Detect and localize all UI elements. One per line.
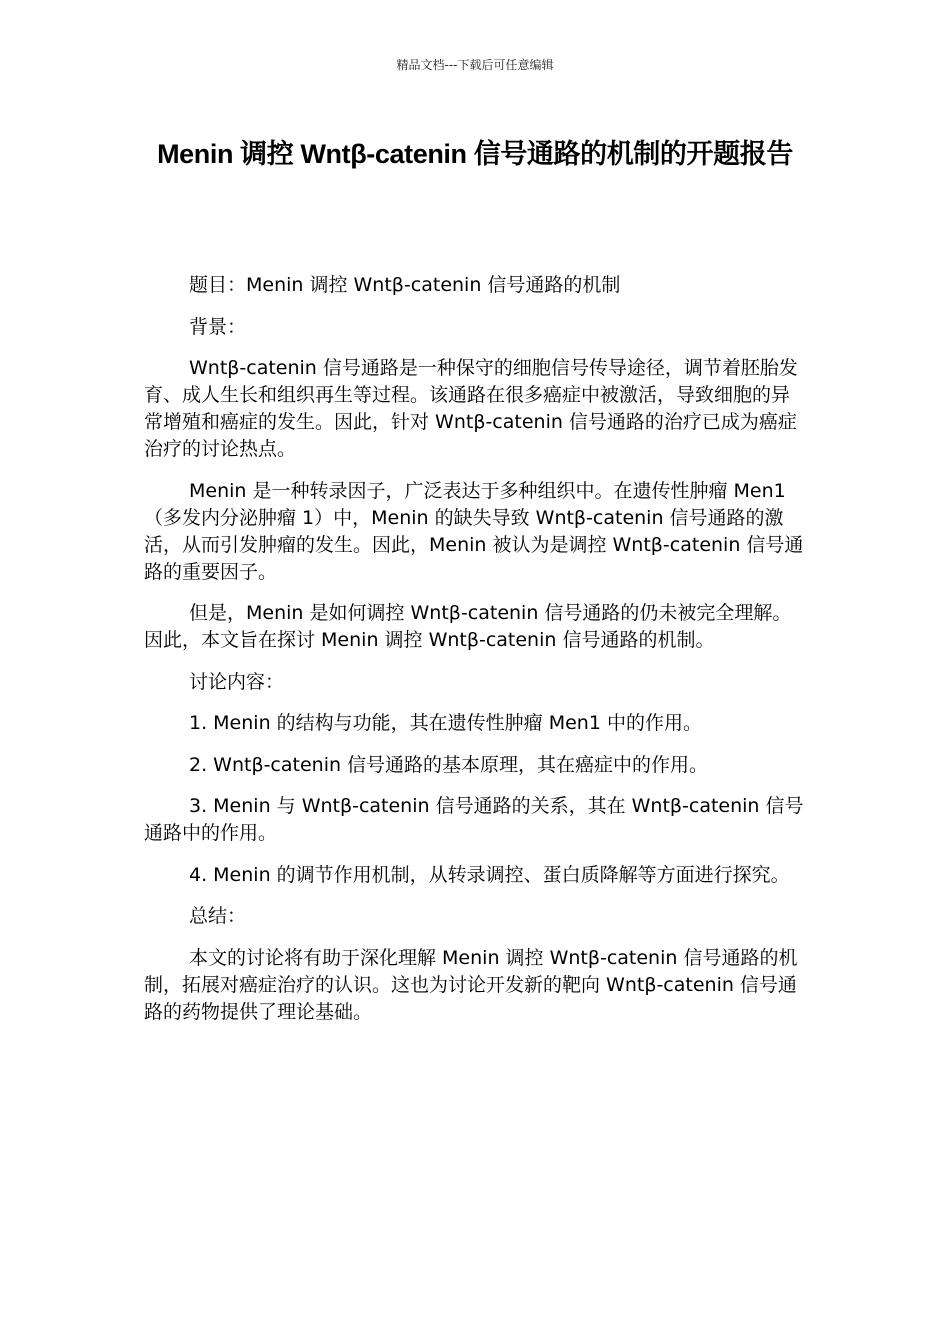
paragraph-topic: 题目：Menin 调控 Wntβ-catenin 信号通路的机制 — [189, 274, 621, 296]
paragraph-aim: 但是，Menin 是如何调控 Wntβ-catenin 信号通路的仍未被完全理解。因此，本文旨在探讨 Menin 调控 Wntβ-catenin 信号通路的机制。 — [144, 602, 792, 651]
document-body — [144, 272, 808, 1040]
list-item-4: 4. Menin 的调节作用机制，从转录调控、蛋白质降解等方面进行探究。 — [189, 863, 790, 886]
paragraph-background-menin: Menin 是一种转录因子，广泛表达于多种组织中。在遗传性肿瘤 Men1（多发内分泌肿瘤 1）中，Menin 的缺失导致 Wntβ-catenin 信号通路的激活，从而引发肿瘤的发生。因此，Menin 被认为是调控 Wntβ-catenin 信号通路的重要因子。 — [144, 479, 804, 583]
paragraph-summary: 本文的讨论将有助于深化理解 Menin 调控 Wntβ-catenin 信号通路的机制，拓展对癌症治疗的认识。这也为讨论开发新的靶向 Wntβ-catenin 信号通路的药物提供了理论基础。 — [144, 946, 798, 1023]
header-note: 精品文档---下载后可任意编辑 — [396, 58, 554, 72]
paragraph-background-heading: 背景： — [189, 315, 247, 338]
paragraph-discussion-heading: 讨论内容： — [189, 670, 285, 693]
document-title: Menin 调控 Wntβ-catenin 信号通路的机制的开题报告 — [157, 139, 793, 169]
list-item-1: 1. Menin 的结构与功能，其在遗传性肿瘤 Men1 中的作用。 — [189, 712, 702, 734]
paragraph-background-wnt: Wntβ-catenin 信号通路是一种保守的细胞信号传导途径，调节着胚胎发育、成人生长和组织再生等过程。该通路在很多癌症中被激活，导致细胞的异常增殖和癌症的发生。因此，针对 Wntβ-catenin 信号通路的治疗已成为癌症治疗的讨论热点。 — [144, 357, 798, 460]
list-item-2: 2. Wntβ-catenin 信号通路的基本原理，其在癌症中的作用。 — [189, 753, 709, 776]
list-item-3: 3. Menin 与 Wntβ-catenin 信号通路的关系，其在 Wntβ-catenin 信号通路中的作用。 — [144, 795, 804, 844]
paragraph-summary-heading: 总结： — [189, 905, 247, 927]
